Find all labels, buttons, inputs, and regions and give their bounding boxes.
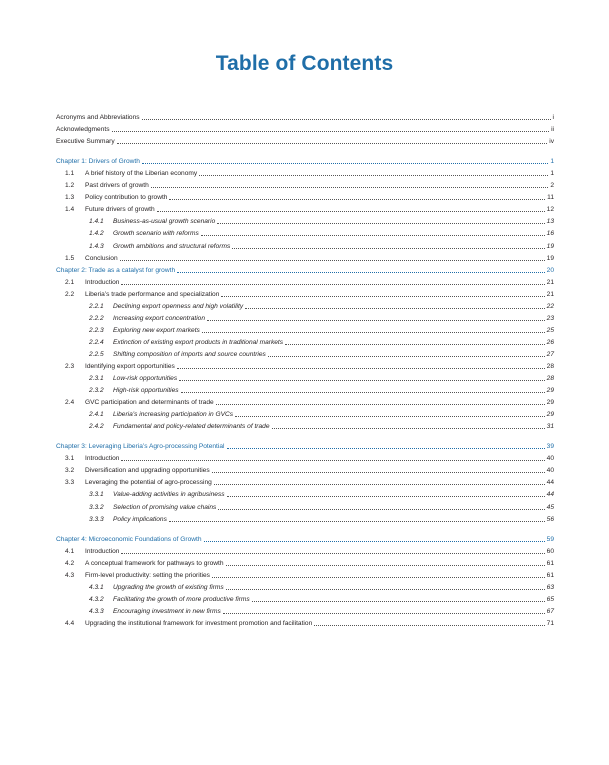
toc-entry-number: 2.2.5: [89, 350, 104, 358]
toc-entry-sub[interactable]: [56, 335, 554, 347]
toc-entry-page-number: 23: [546, 314, 554, 322]
toc-entry-label: Executive Summary: [56, 138, 115, 146]
dot-leader: [179, 380, 545, 381]
toc-entry-page-number: 28: [546, 375, 554, 383]
toc-entry-label: Introduction: [85, 547, 120, 555]
toc-entry-label: Policy contribution to growth: [85, 194, 168, 202]
toc-entry-section[interactable]: [56, 395, 554, 407]
dot-leader: [151, 187, 549, 188]
toc-entry-sub[interactable]: [56, 512, 554, 524]
toc-entry-sub[interactable]: [56, 407, 554, 419]
toc-entry-label: High-risk opportunities: [113, 387, 179, 395]
dot-leader: [121, 460, 544, 461]
dot-leader: [181, 392, 545, 393]
dot-leader: [235, 416, 545, 417]
toc-entry-section[interactable]: [56, 190, 554, 202]
dot-leader: [169, 199, 545, 200]
dot-leader: [223, 613, 545, 614]
toc-entry-label: Growth ambitions and structural reforms: [113, 242, 231, 250]
toc-entry-number: 4.1: [65, 547, 75, 555]
toc-entry-page-number: 44: [546, 491, 554, 499]
toc-entry-label: GVC participation and determinants of trade: [85, 399, 214, 407]
toc-entry-top[interactable]: [56, 122, 554, 134]
toc-entry-page-number: 40: [546, 455, 554, 463]
toc-entry-section[interactable]: [56, 616, 554, 628]
toc-entry-label: Upgrading the growth of existing firms: [113, 583, 224, 591]
toc-entry-number: 2.2.4: [89, 338, 104, 346]
toc-entry-number: 2.2: [65, 290, 75, 298]
toc-entry-page-number: 71: [546, 619, 554, 627]
toc-entry-label: Business-as-usual growth scenario: [113, 218, 216, 226]
dot-leader: [121, 284, 544, 285]
dot-leader: [202, 332, 545, 333]
toc-entry-sub[interactable]: [56, 214, 554, 226]
toc-entry-section[interactable]: [56, 166, 554, 178]
toc-entry-label: Introduction: [85, 455, 120, 463]
toc-entry-sub[interactable]: [56, 323, 554, 335]
toc-entry-number: 2.4.2: [89, 423, 104, 431]
toc-entry-page-number: 1: [550, 170, 554, 178]
toc-entry-page-number: 21: [546, 278, 554, 286]
toc-entry-page-number: 56: [546, 515, 554, 523]
table-of-contents: [56, 110, 554, 628]
toc-entry-number: 3.2: [65, 467, 75, 475]
toc-entry-label: Diversification and upgrading opportunities: [85, 467, 210, 475]
toc-entry-number: 3.3.2: [89, 503, 104, 511]
toc-entry-page-number: 61: [546, 571, 554, 579]
toc-entry-section[interactable]: [56, 178, 554, 190]
dot-leader: [212, 472, 545, 473]
toc-entry-label: Liberia’s trade performance and specialization: [85, 290, 220, 298]
toc-entry-label: Declining export openness and high volatility: [113, 302, 244, 310]
toc-entry-section[interactable]: [56, 202, 554, 214]
dot-leader: [112, 131, 550, 132]
toc-entry-number: 1.4.2: [89, 230, 104, 238]
dot-leader: [204, 541, 545, 542]
toc-entry-page-number: 16: [546, 230, 554, 238]
toc-entry-label: Shifting composition of imports and source countries: [113, 350, 266, 358]
toc-entry-section[interactable]: [56, 251, 554, 263]
toc-entry-page-number: 12: [546, 206, 554, 214]
toc-entry-sub[interactable]: [56, 580, 554, 592]
toc-entry-number: 2.3.1: [89, 375, 104, 383]
toc-entry-page-number: 29: [546, 387, 554, 395]
toc-entry-label: Identifying export opportunities: [85, 362, 175, 370]
toc-entry-chapter[interactable]: [56, 439, 554, 451]
toc-entry-label: Chapter 3: Leveraging Liberia’s Agro-processing Potential: [56, 443, 225, 451]
toc-entry-number: 4.2: [65, 559, 75, 567]
toc-entry-page-number: 63: [546, 583, 554, 591]
toc-entry-label: Encouraging investment in new firms: [113, 607, 221, 615]
dot-leader: [227, 496, 545, 497]
toc-entry-label: Chapter 4: Microeconomic Foundations of Growth: [56, 535, 202, 543]
toc-entry-page-number: 45: [546, 503, 554, 511]
dot-leader: [177, 368, 545, 369]
toc-entry-top[interactable]: [56, 110, 554, 122]
toc-entry-page-number: 31: [546, 423, 554, 431]
dot-leader: [157, 211, 545, 212]
toc-entry-number: 2.4.1: [89, 411, 104, 419]
toc-entry-sub[interactable]: [56, 311, 554, 323]
toc-entry-sub[interactable]: [56, 499, 554, 511]
toc-entry-number: 2.2.3: [89, 326, 104, 334]
toc-entry-top[interactable]: [56, 134, 554, 146]
toc-entry-label: Growth scenario with reforms: [113, 230, 199, 238]
toc-entry-sub[interactable]: [56, 299, 554, 311]
toc-entry-label: Acronyms and Abbreviations: [56, 114, 140, 122]
toc-entry-page-number: 40: [546, 467, 554, 475]
toc-entry-page-number: 27: [546, 350, 554, 358]
toc-entry-page-number: 21: [546, 290, 554, 298]
toc-entry-page-number: 60: [546, 547, 554, 555]
dot-leader: [272, 428, 545, 429]
toc-entry-page-number: 1: [550, 158, 554, 166]
toc-entry-section[interactable]: [56, 544, 554, 556]
dot-leader: [232, 248, 544, 249]
dot-leader: [285, 344, 545, 345]
toc-entry-label: Upgrading the institutional framework for investment promotion and facilitation: [85, 619, 313, 627]
toc-entry-number: 4.4: [65, 619, 75, 627]
toc-entry-label: A conceptual framework for pathways to growth: [85, 559, 224, 567]
toc-entry-section[interactable]: [56, 451, 554, 463]
toc-entry-label: Low-risk opportunities: [113, 375, 178, 383]
toc-entry-section[interactable]: [56, 475, 554, 487]
toc-entry-label: Exploring new export markets: [113, 326, 200, 334]
toc-entry-label: Liberia’s increasing participation in GVCs: [113, 411, 234, 419]
dot-leader: [142, 163, 548, 164]
dot-leader: [117, 143, 548, 144]
toc-entry-sub[interactable]: [56, 347, 554, 359]
toc-entry-page-number: i: [552, 114, 554, 122]
toc-entry-chapter[interactable]: [56, 532, 554, 544]
toc-entry-number: 1.4.3: [89, 242, 104, 250]
toc-entry-label: Fundamental and policy-related determinants of trade: [113, 423, 270, 431]
dot-leader: [207, 320, 545, 321]
toc-entry-number: 1.4.1: [89, 218, 104, 226]
dot-leader: [199, 175, 548, 176]
toc-entry-number: 2.3: [65, 362, 75, 370]
dot-leader: [121, 553, 544, 554]
toc-entry-section[interactable]: [56, 287, 554, 299]
toc-entry-section[interactable]: [56, 556, 554, 568]
toc-entry-page-number: 13: [546, 218, 554, 226]
toc-entry-label: Leveraging the potential of agro-processing: [85, 479, 212, 487]
toc-entry-page-number: 20: [546, 266, 554, 274]
toc-entry-number: 3.1: [65, 455, 75, 463]
dot-leader: [245, 308, 545, 309]
toc-entry-number: 2.3.2: [89, 387, 104, 395]
toc-entry-label: Increasing export concentration: [113, 314, 206, 322]
toc-entry-label: Future drivers of growth: [85, 206, 155, 214]
dot-leader: [216, 404, 545, 405]
toc-entry-page-number: 61: [546, 559, 554, 567]
toc-entry-chapter[interactable]: [56, 154, 554, 166]
toc-entry-label: Chapter 2: Trade as a catalyst for growth: [56, 266, 176, 274]
toc-entry-label: Extinction of existing export products in traditional markets: [113, 338, 284, 346]
toc-entry-number: 3.3: [65, 479, 75, 487]
toc-entry-page-number: 22: [546, 302, 554, 310]
toc-entry-label: Facilitating the growth of more productive firms: [113, 595, 250, 603]
toc-entry-page-number: 39: [546, 443, 554, 451]
toc-entry-page-number: 26: [546, 338, 554, 346]
toc-entry-page-number: 2: [550, 182, 554, 190]
toc-entry-page-number: 29: [546, 399, 554, 407]
toc-entry-label: A brief history of the Liberian economy: [85, 170, 198, 178]
dot-leader: [217, 223, 544, 224]
toc-entry-number: 2.4: [65, 399, 75, 407]
dot-leader: [314, 625, 544, 626]
toc-entry-sub[interactable]: [56, 371, 554, 383]
toc-entry-label: Introduction: [85, 278, 120, 286]
toc-entry-label: Past drivers of growth: [85, 182, 149, 190]
toc-entry-section[interactable]: [56, 275, 554, 287]
toc-entry-number: 4.3.2: [89, 595, 104, 603]
toc-entry-number: 1.2: [65, 182, 75, 190]
toc-entry-sub[interactable]: [56, 383, 554, 395]
toc-entry-page-number: 11: [547, 194, 554, 202]
toc-entry-number: 2.2.1: [89, 302, 104, 310]
toc-entry-sub[interactable]: [56, 592, 554, 604]
toc-entry-sub[interactable]: [56, 238, 554, 250]
toc-entry-page-number: 67: [546, 607, 554, 615]
toc-entry-label: Value-adding activities in agribusiness: [113, 491, 225, 499]
toc-entry-label: Chapter 1: Drivers of Growth: [56, 158, 140, 166]
toc-entry-page-number: 29: [546, 411, 554, 419]
toc-entry-number: 3.3.1: [89, 491, 104, 499]
toc-entry-page-number: 65: [546, 595, 554, 603]
toc-entry-section[interactable]: [56, 359, 554, 371]
toc-entry-number: 2.1: [65, 278, 75, 286]
dot-leader: [169, 521, 545, 522]
toc-entry-chapter[interactable]: [56, 263, 554, 275]
dot-leader: [214, 484, 545, 485]
dot-leader: [227, 448, 545, 449]
toc-entry-number: 1.4: [65, 206, 75, 214]
dot-leader: [212, 577, 545, 578]
toc-entry-number: 3.3.3: [89, 515, 104, 523]
toc-entry-number: 1.1: [65, 170, 75, 178]
toc-entry-sub[interactable]: [56, 604, 554, 616]
page-title: Table of Contents: [215, 52, 394, 75]
toc-entry-number: 1.3: [65, 194, 75, 202]
toc-entry-label: Firm-level productivity: setting the priorities: [85, 571, 210, 579]
toc-entry-number: 2.2.2: [89, 314, 104, 322]
dot-leader: [226, 589, 545, 590]
toc-entry-number: 4.3: [65, 571, 75, 579]
toc-entry-number: 4.3.3: [89, 607, 104, 615]
toc-entry-page-number: 25: [546, 326, 554, 334]
dot-leader: [268, 356, 545, 357]
toc-entry-page-number: 19: [546, 254, 554, 262]
dot-leader: [177, 272, 545, 273]
toc-entry-page-number: 19: [546, 242, 554, 250]
toc-entry-page-number: iv: [549, 138, 554, 146]
dot-leader: [221, 296, 544, 297]
toc-entry-page-number: 44: [546, 479, 554, 487]
dot-leader: [252, 601, 545, 602]
dot-leader: [142, 119, 551, 120]
toc-entry-sub[interactable]: [56, 487, 554, 499]
toc-entry-label: Conclusion: [85, 254, 118, 262]
dot-leader: [201, 235, 545, 236]
toc-entry-page-number: 28: [546, 362, 554, 370]
toc-entry-sub[interactable]: [56, 226, 554, 238]
toc-entry-page-number: ii: [551, 126, 554, 134]
toc-entry-section[interactable]: [56, 463, 554, 475]
toc-entry-number: 4.3.1: [89, 583, 104, 591]
dot-leader: [218, 509, 544, 510]
dot-leader: [226, 565, 545, 566]
toc-entry-label: Selection of promising value chains: [113, 503, 217, 511]
toc-entry-sub[interactable]: [56, 419, 554, 431]
toc-entry-label: Acknowledgments: [56, 126, 110, 134]
dot-leader: [120, 260, 545, 261]
toc-entry-label: Policy implications: [113, 515, 167, 523]
toc-entry-number: 1.5: [65, 254, 75, 262]
toc-entry-section[interactable]: [56, 568, 554, 580]
toc-entry-page-number: 59: [546, 535, 554, 543]
